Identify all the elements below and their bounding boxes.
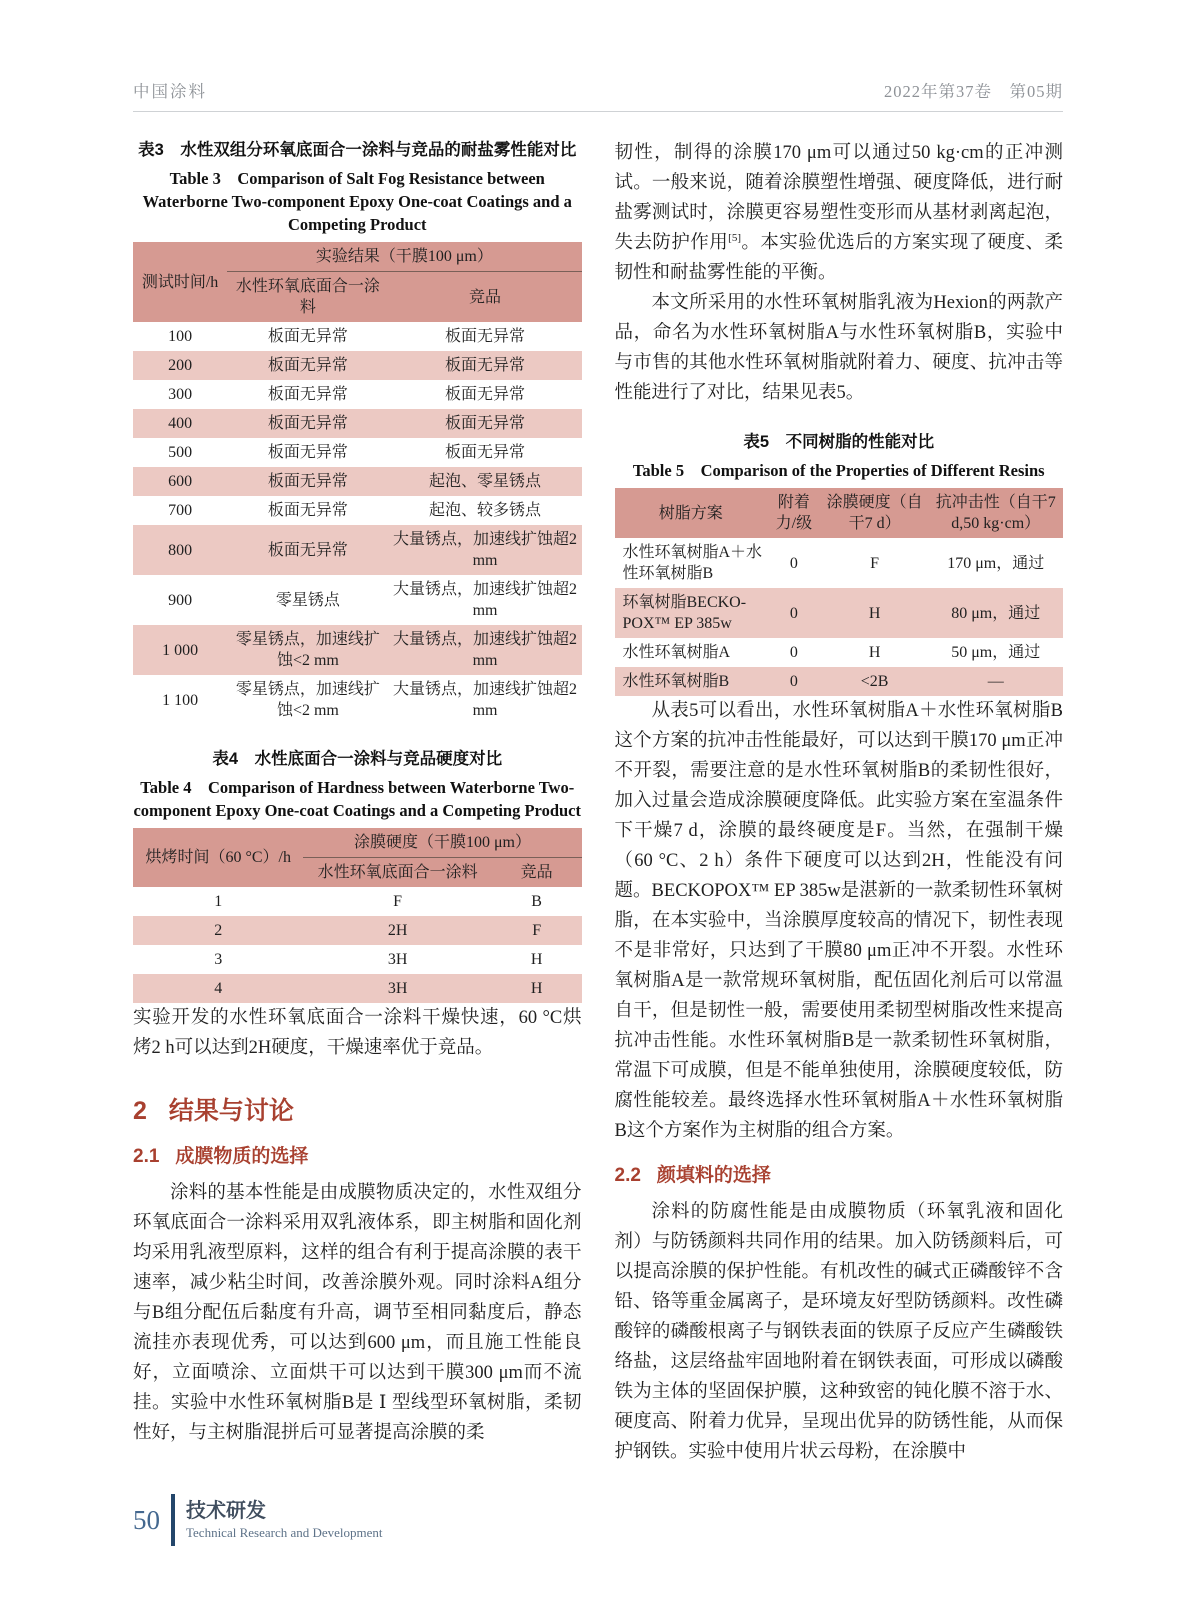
table-cell: 1 (133, 887, 303, 916)
span-column-header: 实验结果（干膜100 μm） (227, 242, 581, 272)
paragraph-text: 。本实验优选后的方案实现了硬度、柔韧性和耐盐雾性能的平衡。 (614, 233, 1063, 283)
section-2-1-heading (133, 1141, 582, 1168)
column-header: 测试时间/h (133, 242, 227, 322)
section-title: 颜填料的选择 (656, 1165, 771, 1186)
table-cell: 800 (133, 525, 227, 575)
table-cell: 400 (133, 409, 227, 438)
section-number: 2 (133, 1097, 147, 1125)
table-cell: 水性环氧树脂B (615, 667, 767, 696)
table-row (615, 588, 1064, 638)
table-cell: 0 (767, 588, 821, 638)
footer-section-en: Technical Research and Development (186, 1525, 383, 1540)
table-row (133, 322, 582, 351)
table-cell: 170 μm，通过 (928, 538, 1063, 588)
table-row (133, 525, 582, 575)
paragraph-drying: 实验开发的水性环氧底面合一涂料干燥快速，60 °C烘烤2 h可以达到2H硬度，干燥速率优于竞品。 (133, 1008, 582, 1058)
table-cell: 0 (767, 667, 821, 696)
table-cell: 600 (133, 467, 227, 496)
table3-caption-cn: 表3 水性双组分环氧底面合一涂料与竞品的耐盐雾性能对比 (138, 141, 577, 159)
table-cell: 起泡、较多锈点 (389, 496, 582, 525)
table-cell: 板面无异常 (389, 351, 582, 380)
table-cell: 大量锈点，加速线扩蚀超2 mm (389, 625, 582, 675)
table-cell: 0 (767, 638, 821, 667)
table-cell: 板面无异常 (389, 409, 582, 438)
salt-fog-table (133, 242, 582, 725)
table-cell: 200 (133, 351, 227, 380)
table-cell: 板面无异常 (389, 438, 582, 467)
column-header: 树脂方案 (615, 488, 767, 538)
table-row (615, 638, 1064, 667)
table4-caption-cn: 表4 水性底面合一涂料与竞品硬度对比 (212, 750, 503, 768)
table-cell: — (928, 667, 1063, 696)
table-cell: 起泡、零星锈点 (389, 467, 582, 496)
table-cell: 板面无异常 (227, 496, 388, 525)
table-cell: 4 (133, 974, 303, 1003)
table-cell: H (821, 638, 929, 667)
section-number: 2.2 (614, 1165, 641, 1186)
table-cell: 300 (133, 380, 227, 409)
table5-block (615, 430, 1064, 696)
citation-ref: [5] (728, 231, 741, 244)
table-cell: 0 (767, 538, 821, 588)
paragraph-hexion: 本文所采用的水性环氧树脂乳液为Hexion的两款产品，命名为水性环氧树脂A与水性环氧树脂B，实验中与市售的其他水性环氧树脂就附着力、硬度、抗冲击等性能进行了对比，结果见表5。 (614, 293, 1063, 403)
table-row (133, 945, 582, 974)
table-row (133, 438, 582, 467)
column-header: 水性环氧底面合一涂料 (303, 858, 491, 888)
column-header: 烘烤时间（60 °C）/h (133, 828, 303, 887)
table-cell: 零星锈点，加速线扩蚀<2 mm (227, 675, 388, 725)
issue-info: 2022年第37卷 第05期 (884, 82, 1063, 101)
column-header: 抗冲击性（自干7 d,50 kg·cm） (928, 488, 1063, 538)
table4-block (133, 747, 582, 1003)
table-row (615, 538, 1064, 588)
table-cell: 板面无异常 (227, 409, 388, 438)
table-row (133, 974, 582, 1003)
right-column (615, 138, 1064, 1467)
table-cell: 50 μm，通过 (928, 638, 1063, 667)
table-header-row (615, 488, 1064, 538)
footer-column-info (186, 1498, 383, 1542)
table-row (133, 380, 582, 409)
table-cell: 3 (133, 945, 303, 974)
table-cell: 板面无异常 (227, 351, 388, 380)
resin-comparison-table (615, 488, 1064, 696)
page-header (133, 78, 1063, 112)
table-cell: F (821, 538, 929, 588)
table-cell: 700 (133, 496, 227, 525)
table-row (133, 351, 582, 380)
footer-section-cn: 技术研发 (186, 1500, 266, 1522)
table-cell: 900 (133, 575, 227, 625)
section-title: 成膜物质的选择 (175, 1146, 309, 1167)
table-cell: <2B (821, 667, 929, 696)
page-number: 50 (133, 1504, 160, 1535)
column-header: 附着力/级 (767, 488, 821, 538)
table5-caption-cn: 表5 不同树脂的性能对比 (743, 433, 935, 451)
table-cell: 零星锈点 (227, 575, 388, 625)
table-cell: 板面无异常 (227, 322, 388, 351)
table-cell: 1 000 (133, 625, 227, 675)
journal-name: 中国涂料 (133, 82, 207, 101)
section-title: 结果与讨论 (168, 1097, 294, 1125)
section-number: 2.1 (133, 1146, 160, 1167)
table-row (133, 575, 582, 625)
table-header-row (133, 242, 582, 272)
two-column-layout (133, 138, 1063, 1467)
table-cell: 2 (133, 916, 303, 945)
table-row (133, 409, 582, 438)
table-row (133, 675, 582, 725)
table-cell: H (492, 974, 582, 1003)
paragraph-text: 韧性，制得的涂膜170 μm可以通过50 kg·cm的正冲测试。一般来说，随着涂膜塑性增强、硬度降低，进行耐盐雾测试时，涂膜更容易塑性变形而从基材剥离起泡，失去防护作用 (614, 143, 1063, 253)
hardness-table (133, 828, 582, 1003)
table-cell: 水性环氧树脂A (615, 638, 767, 667)
table-cell: 板面无异常 (227, 525, 388, 575)
table-cell: H (492, 945, 582, 974)
section-2-2-heading (615, 1160, 1064, 1187)
table-cell: 板面无异常 (389, 322, 582, 351)
table-cell: 大量锈点，加速线扩蚀超2 mm (389, 675, 582, 725)
table-cell: 板面无异常 (227, 438, 388, 467)
paragraph-film-former: 涂料的基本性能是由成膜物质决定的，水性双组分环氧底面合一涂料采用双乳液体系，即主树脂和固化剂均采用乳液型原料，这样的组合有利于提高涂膜的表干速率，减少粘尘时间，改善涂膜外观。同时涂料A组分与B组分配伍后黏度有升高，调节至相同黏度后，静态流挂亦表现优秀，可以达到600 μm，而且施工性能良好，立面喷涂、立面烘干可以达到干膜300 μm而不流挂。实验中水性环氧树脂B是 Ⅰ 型线型环氧树脂，柔韧性好，与主树脂混拼后可显著提高涂膜的柔 (133, 1183, 582, 1443)
table-cell: 板面无异常 (227, 467, 388, 496)
table-cell: F (303, 887, 491, 916)
table-row (133, 887, 582, 916)
column-header: 水性环氧底面合一涂料 (227, 272, 388, 323)
table-row (133, 496, 582, 525)
table-cell: 大量锈点，加速线扩蚀超2 mm (389, 575, 582, 625)
table-cell: 板面无异常 (389, 380, 582, 409)
table-cell: 零星锈点，加速线扩蚀<2 mm (227, 625, 388, 675)
column-header: 竞品 (492, 858, 582, 888)
paragraph-toughness (615, 138, 1064, 288)
paragraph-table5-discussion: 从表5可以看出，水性环氧树脂A＋水性环氧树脂B这个方案的抗冲击性能最好，可以达到干膜170 μm正冲不开裂，需要注意的是水性环氧树脂B的柔韧性很好，加入过量会造成涂膜硬度降低。此实验方案在室温条件下干燥7 d，涂膜的最终硬度是F。当然，在强制干燥（60 °C、2 h）条件下硬度可以达到2H，性能没有问题。BECKOPOX™ EP 385w是湛新的一款柔韧性环氧树脂，在本实验中，当涂膜厚度较高的情况下，韧性表现不是非常好，只达到了干膜80 μm正冲不开裂。水性环氧树脂A是一款常规环氧树脂，配伍固化剂后可以常温自干，但是韧性一般，需要使用柔韧型树脂改性来提高抗冲击性能。水性环氧树脂B是一款柔韧性环氧树脂，常温下可成膜，但是不能单独使用，涂膜硬度较低，防腐性能较差。最终选择水性环氧树脂A＋水性环氧树脂B这个方案作为主树脂的组合方案。 (614, 701, 1063, 1141)
table-row (133, 625, 582, 675)
paragraph-pigment: 涂料的防腐性能是由成膜物质（环氧乳液和固化剂）与防锈颜料共同作用的结果。加入防锈颜料后，可以提高涂膜的保护性能。有机改性的碱式正磷酸锌不含铅、铬等重金属离子，是环境友好型防锈颜料。改性磷酸锌的磷酸根离子与钢铁表面的铁原子反应产生磷酸铁络盐，这层络盐牢固地附着在钢铁表面，可形成以磷酸铁为主体的坚固保护膜，这种致密的钝化膜不溶于水、硬度高、附着力优异，呈现出优异的防锈性能，从而保护钢铁。实验中使用片状云母粉，在涂膜中 (614, 1202, 1063, 1462)
table-cell: 500 (133, 438, 227, 467)
table-cell: 2H (303, 916, 491, 945)
table4-caption-en: Table 4 Comparison of Hardness between Waterborne Two-component Epoxy One-coat Coatings and a Competing Product (133, 778, 581, 820)
table-row (133, 916, 582, 945)
table3-caption-en: Table 3 Comparison of Salt Fog Resistance between Waterborne Two-component Epoxy One-coat Coatings and a Competing Product (142, 169, 572, 234)
table-cell: H (821, 588, 929, 638)
table-cell: 大量锈点，加速线扩蚀超2 mm (389, 525, 582, 575)
table-row (133, 467, 582, 496)
table-cell: F (492, 916, 582, 945)
table-row (615, 667, 1064, 696)
footer-divider-bar (171, 1494, 175, 1546)
table-cell: 80 μm，通过 (928, 588, 1063, 638)
table-cell: B (492, 887, 582, 916)
table-cell: 100 (133, 322, 227, 351)
table3-block (133, 138, 582, 725)
table-cell: 3H (303, 945, 491, 974)
column-header: 竞品 (389, 272, 582, 323)
span-column-header: 涂膜硬度（干膜100 μm） (303, 828, 581, 858)
section-2-heading (133, 1091, 582, 1127)
table-cell: 板面无异常 (227, 380, 388, 409)
table-cell: 环氧树脂BECKO-POX™ EP 385w (615, 588, 767, 638)
table-header-row (133, 828, 582, 858)
column-header: 涂膜硬度（自干7 d） (821, 488, 929, 538)
table-cell: 水性环氧树脂A＋水性环氧树脂B (615, 538, 767, 588)
table5-caption-en: Table 5 Comparison of the Properties of Different Resins (632, 461, 1045, 480)
page-footer (133, 1494, 383, 1546)
table-cell: 1 100 (133, 675, 227, 725)
left-column (133, 138, 582, 1467)
table-cell: 3H (303, 974, 491, 1003)
